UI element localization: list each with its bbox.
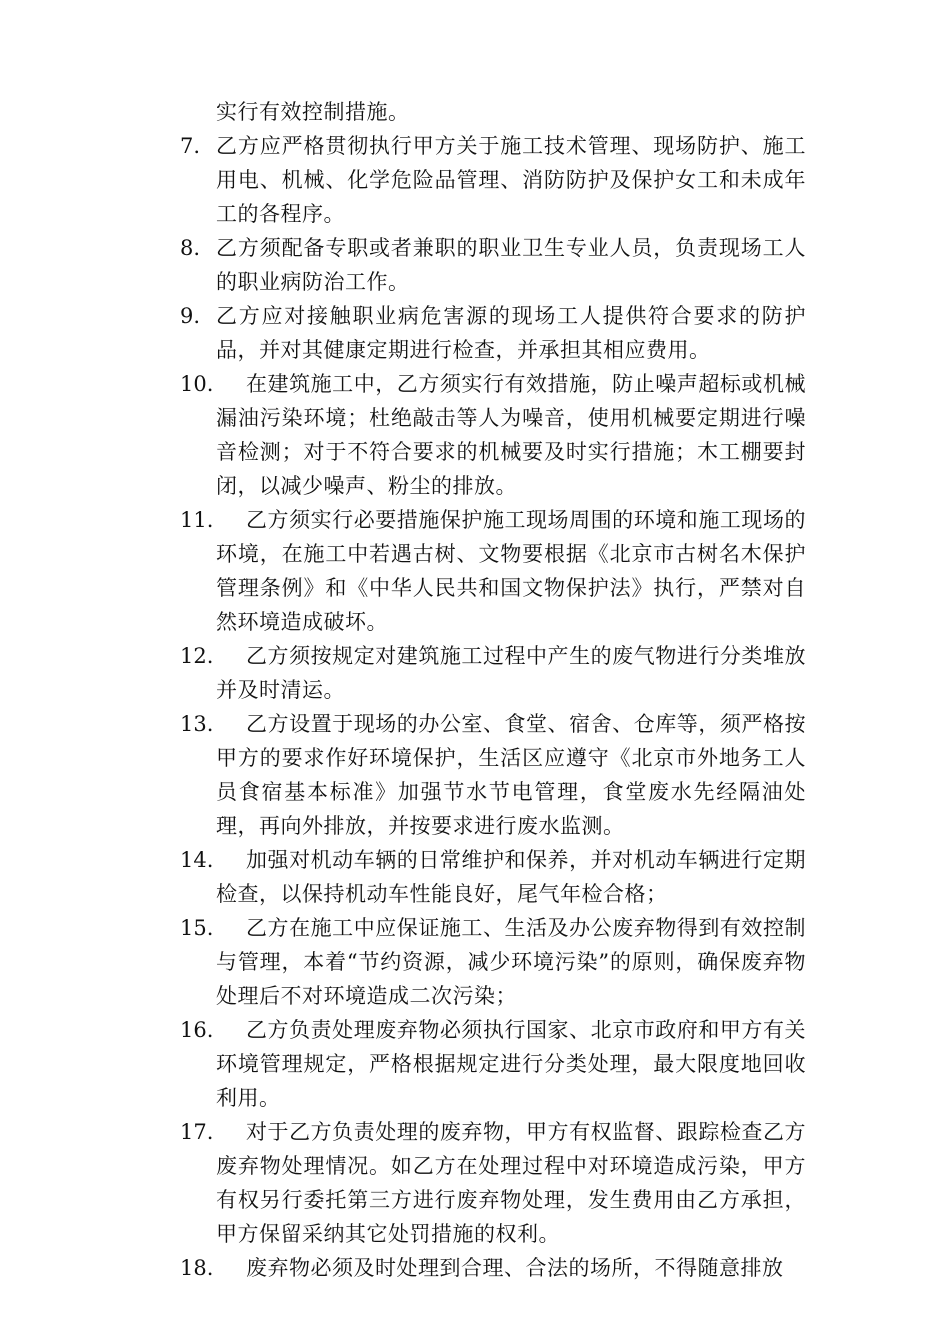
item-number: 14. xyxy=(180,848,214,872)
item-text: 乙方设置于现场的办公室、食堂、宿舍、仓库等，须严格按甲方的要求作好环境保护，生活区应遵守《北京市外地务工人员食宿基本标准》加强节水节电管理，食堂废水先经隔油处理，再向外排放，并按要求进行废水监测。 xyxy=(216,712,806,838)
item-number: 15. xyxy=(180,916,214,940)
list-item xyxy=(0,367,950,503)
item-number: 13. xyxy=(180,712,214,736)
item-number: 16. xyxy=(180,1018,214,1042)
item-number: 8. xyxy=(180,236,201,260)
list-item xyxy=(0,1013,950,1115)
item-number: 18. xyxy=(180,1256,214,1280)
item-text: 在建筑施工中，乙方须实行有效措施，防止噪声超标或机械漏油污染环境；杜绝敲击等人为噪音，使用机械要定期进行噪音检测；对于不符合要求的机械要及时实行措施；木工棚要封闭，以减少噪声、粉尘的排放。 xyxy=(216,372,806,498)
item-text: 乙方负责处理废弃物必须执行国家、北京市政府和甲方有关环境管理规定，严格根据规定进行分类处理，最大限度地回收利用。 xyxy=(216,1018,806,1110)
item-text: 对于乙方负责处理的废弃物，甲方有权监督、跟踪检查乙方废弃物处理情况。如乙方在处理过程中对环境造成污染，甲方有权另行委托第三方进行废弃物处理，发生费用由乙方承担，甲方保留采纳其它处罚措施的权利。 xyxy=(216,1120,806,1246)
list-item xyxy=(0,1115,950,1251)
item-number: 7. xyxy=(180,134,201,158)
list-item xyxy=(0,639,950,707)
list-item xyxy=(0,843,950,911)
list-item xyxy=(0,911,950,1013)
list-item xyxy=(0,1251,950,1285)
list-item xyxy=(0,129,950,231)
item-number: 11. xyxy=(180,508,214,532)
item-text: 乙方应对接触职业病危害源的现场工人提供符合要求的防护品，并对其健康定期进行检查，并承担其相应费用。 xyxy=(216,304,806,362)
list-item xyxy=(0,707,950,843)
item-number: 10. xyxy=(180,372,214,396)
item-number: 17. xyxy=(180,1120,214,1144)
item-text: 加强对机动车辆的日常维护和保养，并对机动车辆进行定期检查，以保持机动车性能良好，尾气年检合格； xyxy=(216,848,806,906)
item-text: 乙方应严格贯彻执行甲方关于施工技术管理、现场防护、施工用电、机械、化学危险品管理、消防防护及保护女工和未成年工的各程序。 xyxy=(216,134,806,226)
clause-list xyxy=(0,129,950,1285)
list-item xyxy=(0,231,950,299)
item-text: 乙方须实行必要措施保护施工现场周围的环境和施工现场的环境，在施工中若遇古树、文物要根据《北京市古树名木保护管理条例》和《中华人民共和国文物保护法》执行，严禁对自然环境造成破坏。 xyxy=(216,508,806,634)
list-item xyxy=(0,299,950,367)
item-text: 乙方须配备专职或者兼职的职业卫生专业人员，负责现场工人的职业病防治工作。 xyxy=(216,236,806,294)
item-number: 9. xyxy=(180,304,201,328)
item-text: 乙方须按规定对建筑施工过程中产生的废气物进行分类堆放并及时清运。 xyxy=(216,644,806,702)
list-item xyxy=(0,503,950,639)
item-text: 废弃物必须及时处理到合理、合法的场所，不得随意排放 xyxy=(246,1256,784,1280)
continuation-text: 实行有效控制措施。 xyxy=(216,100,410,124)
item-text: 乙方在施工中应保证施工、生活及办公废弃物得到有效控制与管理，本着“节约资源，减少环境污染”的原则，确保废弃物处理后不对环境造成二次污染； xyxy=(216,916,806,1008)
item-number: 12. xyxy=(180,644,214,668)
